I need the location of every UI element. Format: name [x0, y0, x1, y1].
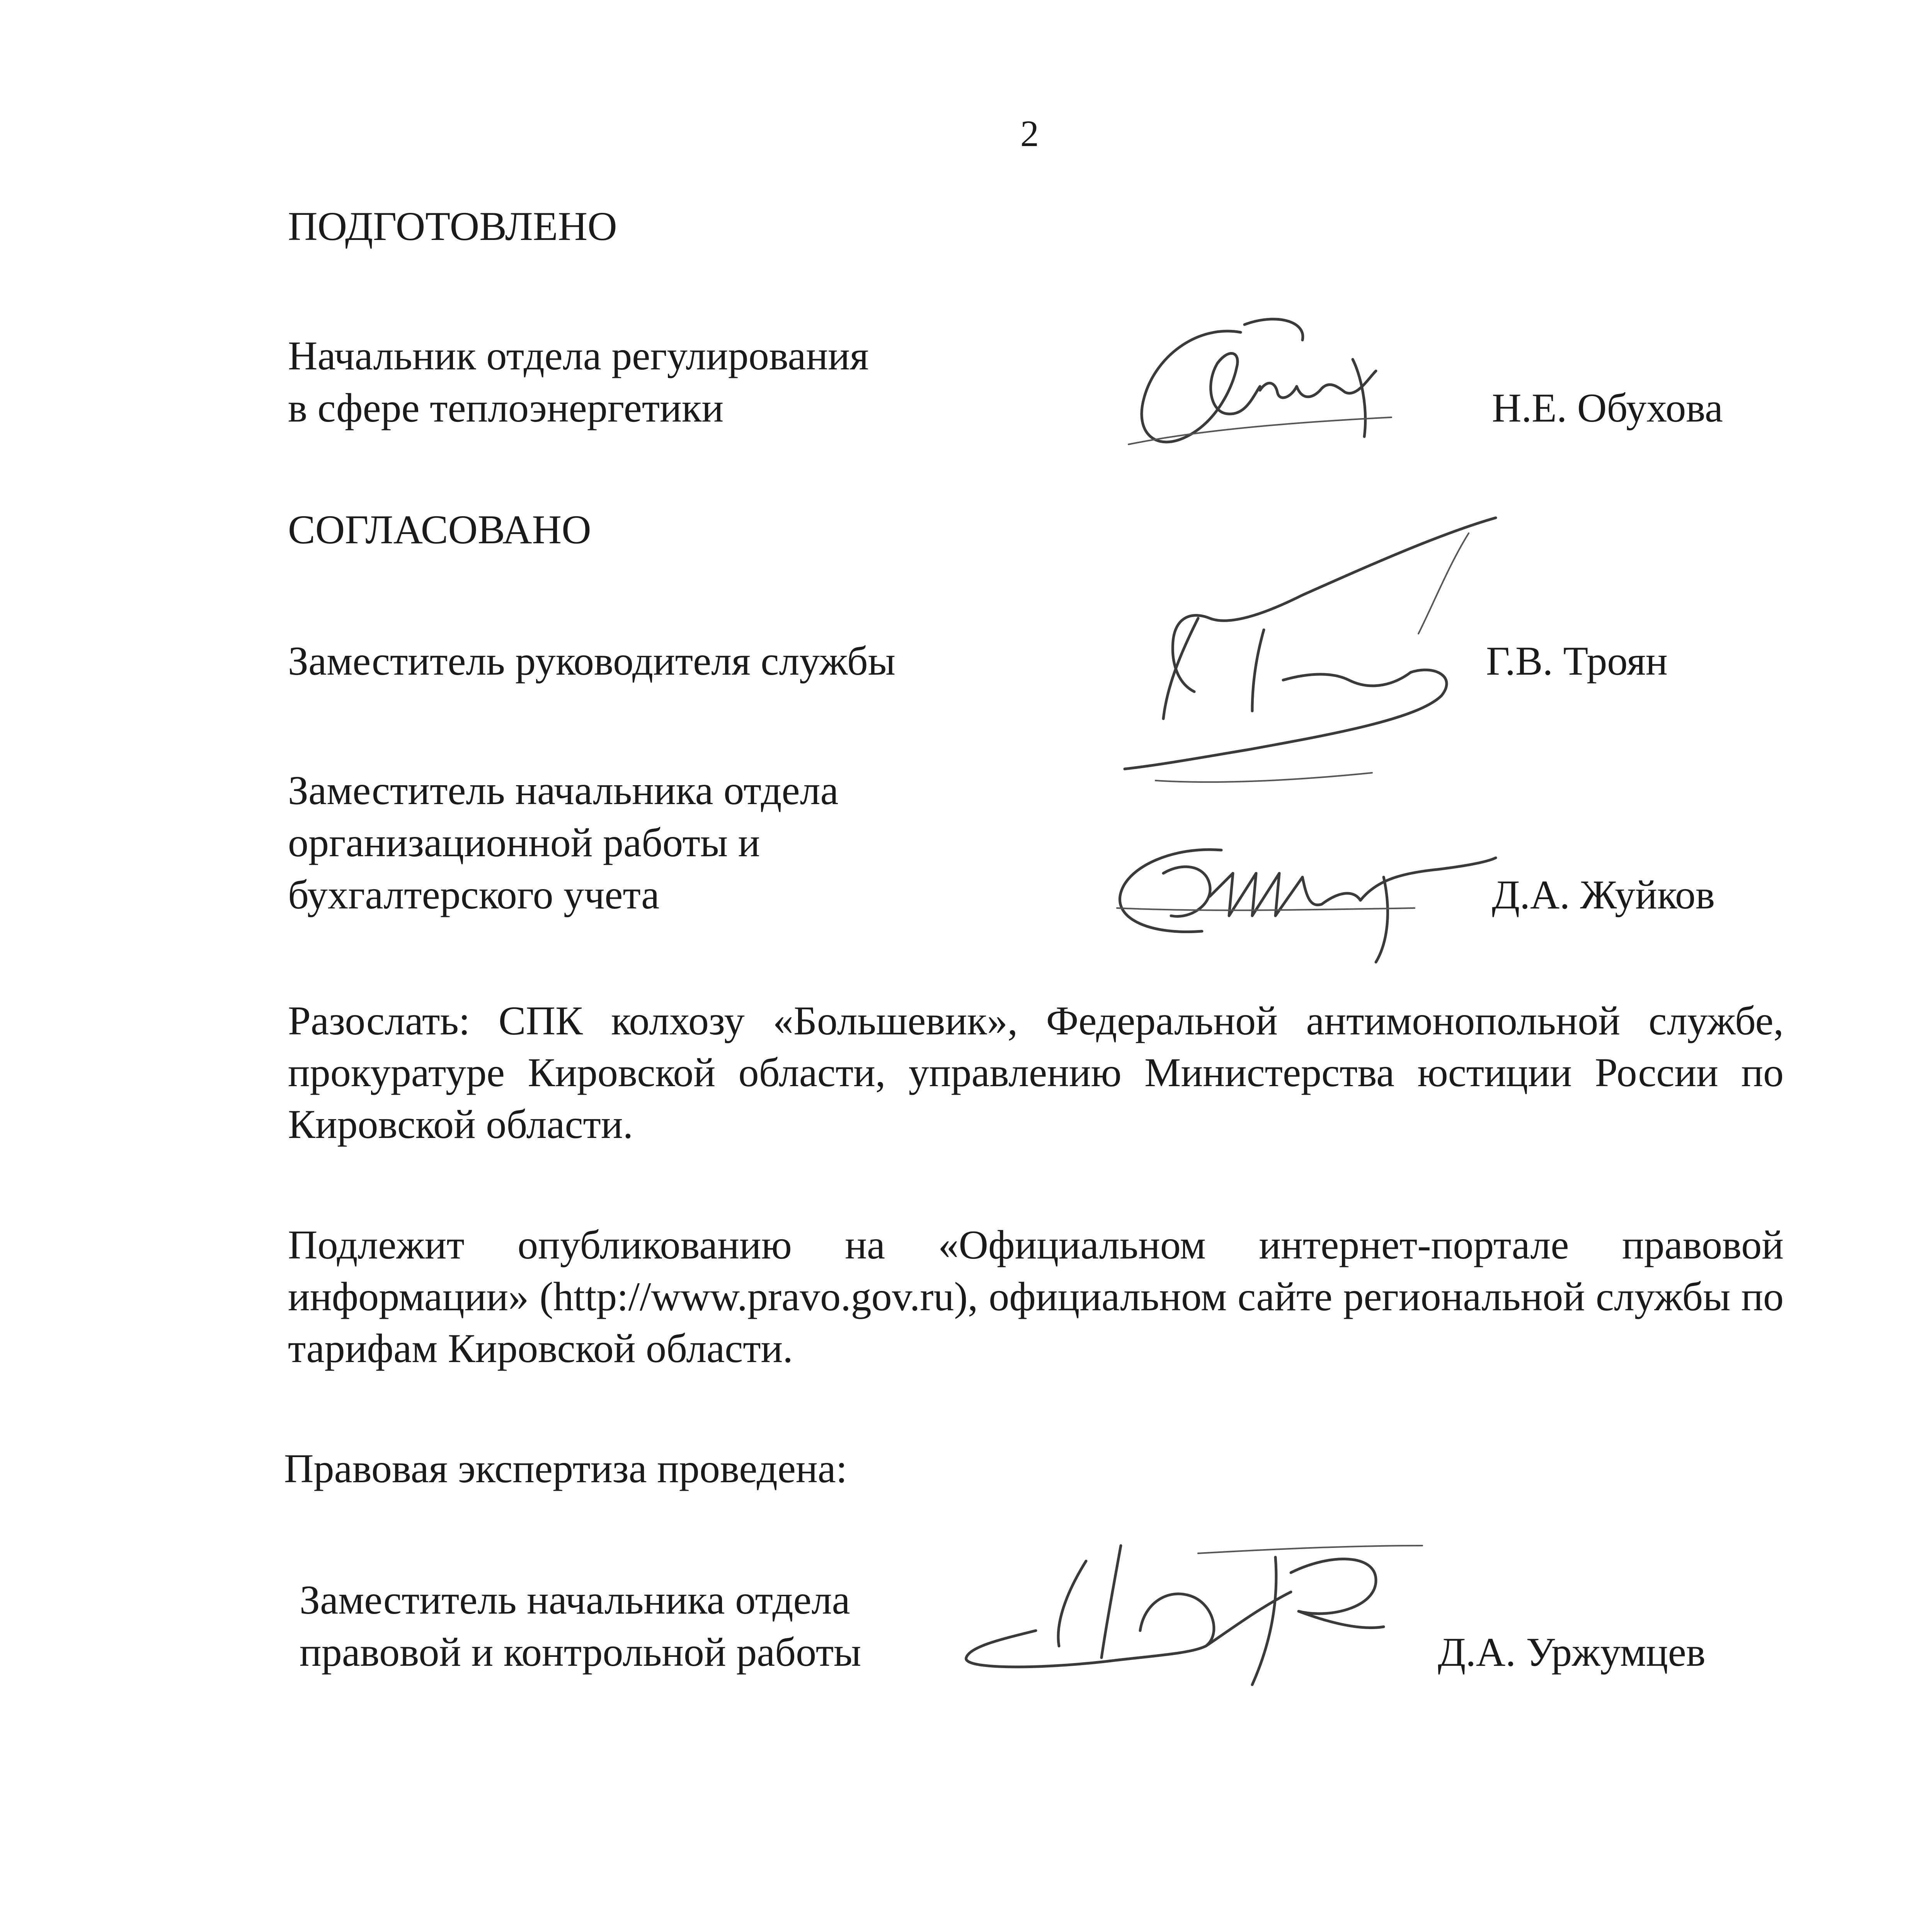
legal-review-heading: Правовая экспертиза проведена:	[284, 1446, 848, 1491]
signature-zhuykov	[1105, 835, 1500, 981]
agreed-heading: СОГЛАСОВАНО	[288, 507, 591, 552]
signature-troyan	[1102, 502, 1527, 804]
agreed-signer1-name: Г.В. Троян	[1486, 638, 1668, 684]
prepared-heading: ПОДГОТОВЛЕНО	[288, 204, 617, 249]
legal-review-position-line1: Заместитель начальника отдела	[300, 1577, 850, 1622]
page-number: 2	[1020, 113, 1039, 154]
agreed-signer2-position-line2: организационной работы и	[288, 820, 760, 865]
distribution-paragraph: Разослать: СПК колхозу «Большевик», Федеральной антимонопольной службе, прокуратуре Кировской области, управлению Министерства юстиции России по Кировской области.	[288, 998, 1784, 1147]
agreed-signer2-position-line3: бухгалтерского учета	[288, 872, 660, 917]
agreed-signer1-position: Заместитель руководителя службы	[288, 638, 896, 684]
prepared-position-line2: в сфере теплоэнергетики	[288, 385, 724, 430]
publication-paragraph: Подлежит опубликованию на «Официальном интернет-портале правовой информации» (http://www.pravo.gov.ru), официальном сайте региональной службы по тарифам Кировской области.	[288, 1222, 1784, 1371]
legal-review-position-line2: правовой и контрольной работы	[300, 1629, 861, 1675]
prepared-signer-name: Н.Е. Обухова	[1492, 385, 1723, 430]
signature-urzhumtsev	[958, 1530, 1461, 1708]
signature-obukhova	[1121, 309, 1422, 471]
agreed-signer2-position-line1: Заместитель начальника отдела	[288, 768, 839, 813]
agreed-signer2-name: Д.А. Жуйков	[1492, 872, 1715, 917]
legal-review-signer-name: Д.А. Уржумцев	[1438, 1629, 1706, 1675]
prepared-position-line1: Начальник отдела регулирования	[288, 333, 869, 378]
